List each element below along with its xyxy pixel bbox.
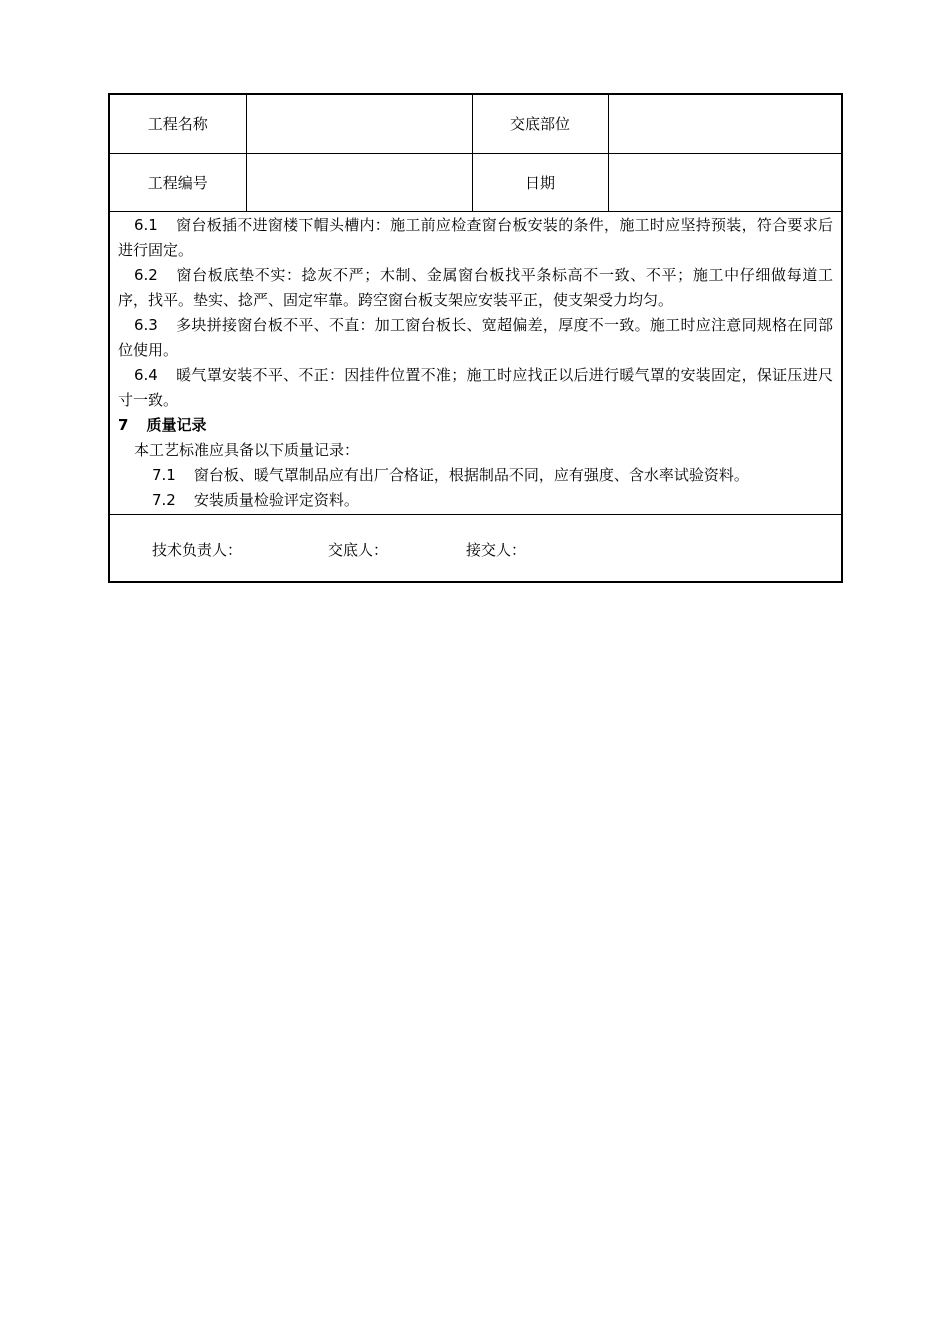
project-no-label: 工程编号 [110,153,246,211]
project-name-field[interactable] [246,95,472,153]
paragraph-number: 6.1 [134,216,158,234]
date-label: 日期 [472,153,608,211]
header-table [110,95,841,212]
header-row-2 [110,153,841,211]
handover-part-label: 交底部位 [472,95,608,153]
section-7-intro: 本工艺标准应具备以下质量记录： [134,441,360,459]
paragraph-7-1 [118,463,833,488]
date-field[interactable] [608,153,841,211]
paragraph-text: 安装质量检验评定资料。 [193,491,359,509]
paragraph-6-2 [118,263,833,313]
section-number: 7 [118,416,129,434]
header-row-1 [110,95,841,153]
signature-row [110,515,841,581]
paragraph-text: 多块拼接窗台板不平、不直：加工窗台板长、宽超偏差，厚度不一致。施工时应注意同规格在同部位使用。 [118,316,833,359]
handover-by-signature-label: 交底人： [328,541,389,559]
project-name-label: 工程名称 [110,95,246,153]
paragraph-number: 6.4 [134,366,158,384]
paragraph-text: 窗台板、暖气罩制品应有出厂合格证，根据制品不同，应有强度、含水率试验资料。 [193,466,749,484]
paragraph-number: 6.3 [134,316,158,334]
paragraph-text: 窗台板插不进窗楼下帽头槽内：施工前应检查窗台板安装的条件，施工时应坚持预装，符合要求后进行固定。 [118,216,833,259]
paragraph-text: 窗台板底垫不实：捻灰不严；木制、金属窗台板找平条标高不一致、不平；施工中仔细做每道工序，找平。垫实、捻严、固定牢靠。跨空窗台板支架应安装平正，使支架受力均匀。 [118,266,833,309]
paragraph-7-2 [118,488,833,513]
handover-part-field[interactable] [608,95,841,153]
tech-lead-signature-label: 技术负责人： [152,541,243,559]
section-title: 质量记录 [146,416,207,434]
paragraph-number: 6.2 [134,266,158,284]
paragraph-text: 暖气罩安装不平、不正：因挂件位置不准；施工时应找正以后进行暖气罩的安装固定，保证压进尺寸一致。 [118,366,833,409]
section-7-heading [118,413,833,438]
handover-form [108,93,843,583]
content-body [110,213,841,515]
paragraph-6-1 [118,213,833,263]
paragraph-number: 7.2 [152,491,176,509]
paragraph-6-3 [118,313,833,363]
paragraph-6-4 [118,363,833,413]
paragraph-number: 7.1 [152,466,176,484]
project-no-field[interactable] [246,153,472,211]
received-by-signature-label: 接交人： [466,541,527,559]
